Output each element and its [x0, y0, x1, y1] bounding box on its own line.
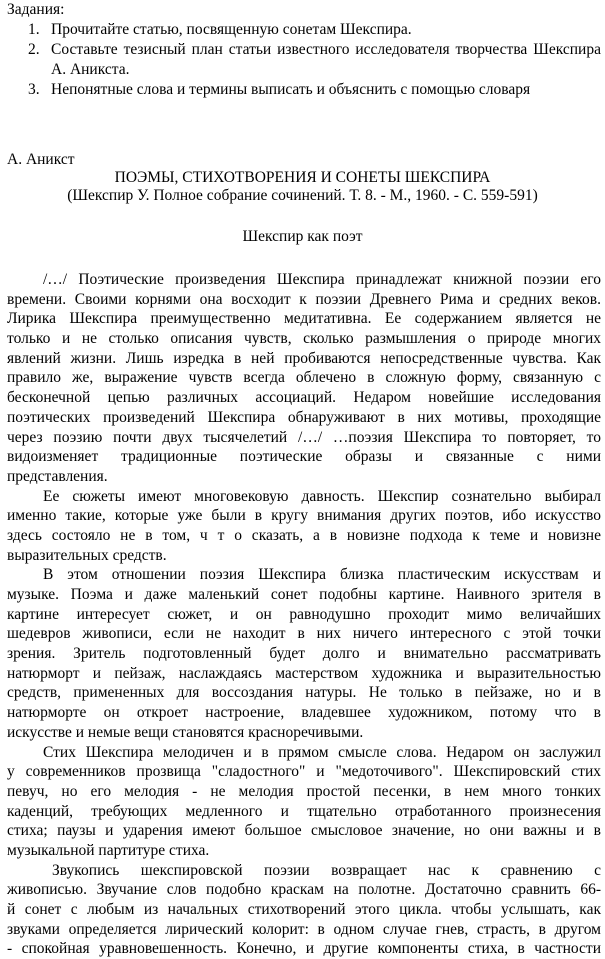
text-line: явлений жизни. Лишь изредка в ней пробиваются непосредственные чувства. Как: [7, 349, 601, 367]
task-item: [7, 20, 601, 40]
text-line: - спокойная уравновешенность. Конечно, и другие компоненты стиха, в частности: [7, 940, 601, 958]
text-line: й сонет с любым из начальных стихотворений этого цикла. чтобы услышать, как: [7, 901, 601, 918]
text-line: картине интересует сюжет, и он равнодушно проходит мимо величайших: [7, 605, 601, 623]
task-text: Составьте тезисный план статьи известного исследователя творчества Шекспира А. Аникста.: [51, 41, 601, 78]
text-line: музыке. Поэма и даже маленький сонет подобны картине. Наивного зрителя в: [7, 586, 601, 603]
text-line: выразительных средств.: [7, 546, 167, 564]
text-line: здесь состояло не в том, ч т о сказать, а в новизне подхода к теме и новизне: [7, 526, 601, 544]
text-line: времени. Своими корнями она восходит к поэзии Древнего Рима и средних веков.: [7, 290, 601, 308]
text-line: стиха; паузы и ударения имеют большое смысловое значение, но они важны и в: [7, 822, 601, 840]
text-line: Стих Шекспира мелодичен и в прямом смысле слова. Недаром он заслужил: [43, 743, 601, 761]
text-line: правило же, выражение чувств всегда облечено в сложную форму, связанную с: [7, 369, 601, 387]
text-line: бесконечной цепью различных ассоциаций. Недаром новейшие исследования: [7, 389, 601, 407]
text-line: В этом отношении поэзия Шекспира близка пластическим искусствам и: [43, 566, 601, 584]
text-line: каденций, требующих медленного и тщательно отработанного произнесения: [7, 802, 601, 820]
tasks-title: Задания:: [7, 1, 65, 18]
text-line: у современников прозвища "сладостного" и "медоточивого". Шекспировский стих: [7, 763, 601, 781]
section-heading: Шекспир как поэт: [242, 228, 363, 245]
text-line: Лирика Шекспира преимущественно медитативна. Ее содержанием является не: [7, 310, 601, 328]
text-line: /…/ Поэтические произведения Шекспира принадлежат книжной поэзии его: [43, 271, 601, 288]
text-line: живописью. Звучание слов подобно краскам на полотне. Достаточно сравнить 66-: [7, 881, 601, 899]
task-number: 3.: [28, 81, 40, 98]
text-line: средств, примененных для воссоздания натуры. Не только в пейзаже, но и в: [7, 684, 601, 702]
task-number: 2.: [28, 41, 40, 58]
text-line: шедевров живописи, если не находит в них ничего интересного с этой точки: [7, 625, 601, 643]
article-title: ПОЭМЫ, СТИХОТВОРЕНИЯ И СОНЕТЫ ШЕКСПИРА: [114, 169, 491, 186]
task-text: Прочитайте статью, посвященную сонетам Шекспира.: [51, 21, 412, 38]
text-line: представления.: [7, 467, 108, 485]
text-line: натюрморт и пейзаж, наслаждаясь мастерством художника и выразительностью: [7, 664, 601, 682]
article-body: [7, 270, 601, 959]
text-line: искусстве и немые вещи становятся красноречивыми.: [7, 723, 364, 741]
article-author: А. Аникст: [7, 151, 75, 168]
text-line: видоизменяет традиционные поэтические образы и связанные с ними: [7, 448, 601, 466]
task-text: Непонятные слова и термины выписать и объяснить с помощью словаря: [51, 81, 531, 98]
text-line: натюрморте он откроет настроение, владевшее художником, потому что в: [7, 704, 601, 722]
text-line: поэтических произведений Шекспира обнаруживают в них мотивы, проходящие: [7, 408, 601, 426]
article-source: (Шекспир У. Полное собрание сочинений. Т. 8. - М., 1960. - С. 559-591): [67, 187, 538, 204]
text-line: Ее сюжеты имеют многовековую давность. Шекспир сознательно выбирал: [43, 487, 601, 505]
text-line: музыкальной партитуре стиха.: [7, 841, 210, 859]
text-line: через поэзию почти двух тысячелетий /…/ …поэзия Шекспира то повторяет, то: [7, 428, 601, 446]
text-line: только и не столько описания чувств, сколько размышления о природе многих: [7, 330, 601, 348]
text-line: певуч, но его мелодия - не мелодия простой песенки, в нем много тонких: [7, 782, 601, 800]
text-line: зрения. Зритель подготовленный будет долго и внимательно рассматривать: [7, 645, 601, 663]
task-item: [7, 80, 601, 100]
text-line: именно такие, которые уже были в кругу внимания других поэтов, ибо искусство: [7, 507, 601, 525]
text-line: звуками определяется лирический колорит: в одном случае гнев, страсть, в другом: [7, 920, 601, 938]
task-number: 1.: [28, 21, 40, 38]
tasks-list: [7, 20, 601, 100]
text-line: Звукопись шекспировской поэзии возвращает нас к сравнению с: [52, 861, 601, 879]
task-item: [7, 40, 601, 80]
